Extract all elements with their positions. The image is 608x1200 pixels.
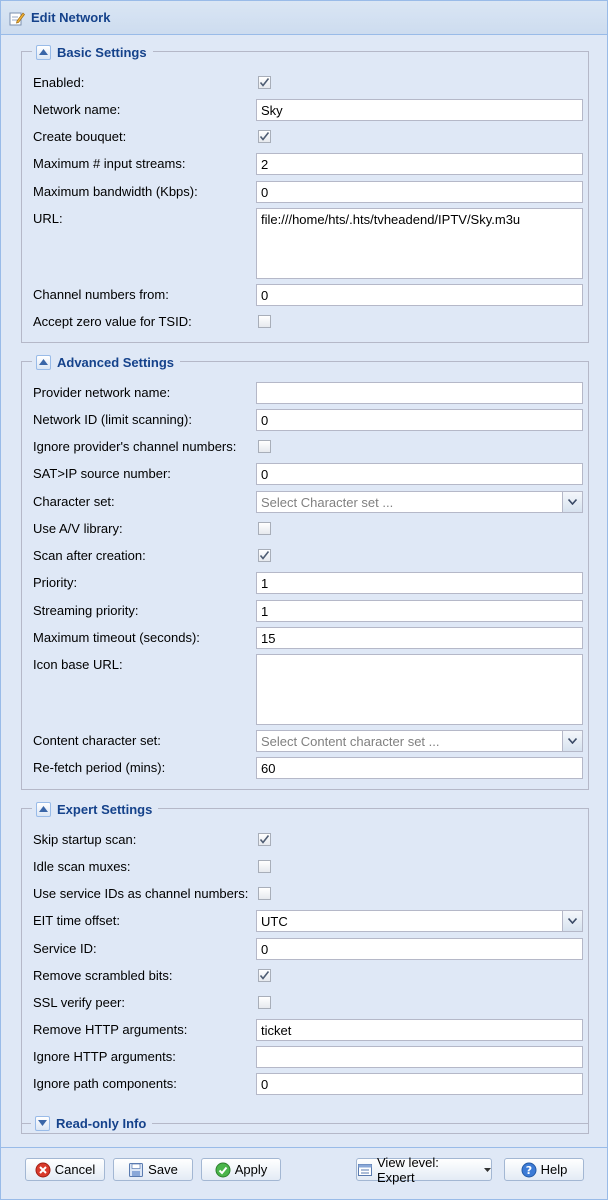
channel-numbers-input[interactable]: 0 [256,284,583,306]
edit-pencil-icon [9,10,25,26]
expert-settings-section [21,801,589,1134]
use-service-ids-checkbox[interactable] [258,887,271,900]
satip-source-label: SAT>IP source number: [33,466,171,481]
ignore-provider-numbers-label: Ignore provider's channel numbers: [33,439,237,454]
skip-startup-scan-label: Skip startup scan: [33,832,137,847]
skip-startup-scan-row [33,829,583,851]
section-title: Read-only Info [56,1115,147,1131]
character-set-placeholder: Select Character set ... [261,495,394,510]
section-title: Advanced Settings [57,354,175,370]
apply-check-icon [215,1162,231,1178]
scan-after-creation-checkbox[interactable] [258,549,271,562]
refetch-period-row [33,757,583,779]
accept-zero-tsid-checkbox[interactable] [258,315,271,328]
character-set-row [33,491,583,513]
create-bouquet-checkbox[interactable] [258,130,271,143]
scan-after-creation-label: Scan after creation: [33,548,146,563]
help-button[interactable] [504,1158,584,1181]
url-textarea[interactable]: file:///home/hts/.hts/tvheadend/IPTV/Sky.m3u [256,208,583,279]
service-id-input[interactable]: 0 [256,938,583,960]
use-av-library-row [33,518,583,540]
apply-label: Apply [234,1162,268,1177]
content-character-set-row [33,730,583,752]
ssl-verify-peer-row [33,992,583,1014]
priority-row [33,572,583,594]
max-bandwidth-row [33,181,583,203]
icon-base-url-textarea[interactable] [256,654,583,725]
eit-time-offset-label: EIT time offset: [33,913,120,928]
view-level-button[interactable] [356,1154,492,1185]
view-level-label: View level: Expert [377,1154,439,1185]
advanced-settings-section [21,354,589,790]
max-input-streams-input[interactable]: 2 [256,153,583,175]
provider-network-name-input[interactable] [256,382,583,404]
max-timeout-input[interactable]: 15 [256,627,583,649]
max-timeout-row [33,627,583,649]
save-icon [128,1162,144,1178]
check-icon [259,970,270,981]
ignore-provider-numbers-checkbox[interactable] [258,440,271,453]
character-set-select[interactable] [256,491,583,513]
basic-settings-section [21,44,589,343]
satip-source-row [33,463,583,485]
network-name-row [33,99,583,121]
streaming-priority-input[interactable]: 1 [256,600,583,622]
network-id-row [33,409,583,431]
eit-time-offset-row [33,910,583,932]
skip-startup-scan-checkbox[interactable] [258,833,271,846]
priority-input[interactable]: 1 [256,572,583,594]
help-label: Help [540,1162,568,1177]
save-label: Save [148,1162,178,1177]
channel-numbers-label: Channel numbers from: [33,287,169,302]
service-id-label: Service ID: [33,941,97,956]
expert-settings-legend [32,799,158,819]
refetch-period-label: Re-fetch period (mins): [33,760,166,775]
collapse-icon[interactable] [36,802,51,817]
streaming-priority-row [33,600,583,622]
apply-button[interactable] [201,1158,281,1181]
max-timeout-label: Maximum timeout (seconds): [33,630,200,645]
save-button[interactable] [113,1158,193,1181]
priority-label: Priority: [33,575,78,590]
check-icon [259,550,270,561]
ignore-path-components-input[interactable]: 0 [256,1073,583,1095]
readonly-info-section [21,1113,589,1133]
chevron-down-icon[interactable] [562,910,583,932]
remove-http-args-label: Remove HTTP arguments: [33,1022,188,1037]
channel-numbers-row [33,284,583,306]
advanced-settings-legend [32,352,180,372]
cancel-label: Cancel [54,1162,96,1177]
readonly-info-legend [31,1113,152,1133]
eit-time-offset-select[interactable] [256,910,583,932]
max-input-streams-label: Maximum # input streams: [33,156,186,171]
use-service-ids-label: Use service IDs as channel numbers: [33,886,249,901]
satip-source-input[interactable]: 0 [256,463,583,485]
svg-text:?: ? [525,1163,532,1177]
network-id-input[interactable]: 0 [256,409,583,431]
create-bouquet-row [33,126,583,148]
max-input-streams-row [33,153,583,175]
enabled-row [33,72,583,94]
ssl-verify-peer-checkbox[interactable] [258,996,271,1009]
provider-network-name-row [33,382,583,404]
check-icon [259,131,270,142]
enabled-checkbox[interactable] [258,76,271,89]
streaming-priority-label: Streaming priority: [33,603,139,618]
view-level-icon [357,1162,373,1178]
chevron-down-icon[interactable] [562,730,583,752]
expand-icon[interactable] [35,1116,50,1131]
collapse-icon[interactable] [36,355,51,370]
remove-http-args-row [33,1019,583,1041]
caret-down-icon [484,1168,491,1172]
use-av-library-checkbox[interactable] [258,522,271,535]
remove-scrambled-bits-label: Remove scrambled bits: [33,968,173,983]
content-character-set-select[interactable] [256,730,583,752]
ignore-provider-numbers-row [33,436,583,458]
collapse-icon[interactable] [36,45,51,60]
ignore-path-components-row [33,1073,583,1095]
refetch-period-input[interactable]: 60 [256,757,583,779]
enabled-label: Enabled: [33,75,85,90]
network-name-input[interactable]: Sky [256,99,583,121]
accept-zero-tsid-label: Accept zero value for TSID: [33,314,192,329]
remove-scrambled-bits-row [33,965,583,987]
toolbar-divider [1,1147,607,1148]
idle-scan-muxes-row [33,856,583,878]
icon-base-url-label: Icon base URL: [33,657,123,672]
accept-zero-tsid-row [33,311,583,333]
max-bandwidth-input[interactable]: 0 [256,181,583,203]
character-set-label: Character set: [33,494,115,509]
url-row [33,208,583,230]
chevron-down-icon[interactable] [562,491,583,513]
idle-scan-muxes-label: Idle scan muxes: [33,859,131,874]
cancel-icon [35,1162,51,1178]
eit-time-offset-value: UTC [261,914,288,929]
url-label: URL: [33,211,63,226]
network-id-label: Network ID (limit scanning): [33,412,192,427]
section-title: Basic Settings [57,44,147,60]
basic-settings-legend [32,42,153,62]
ignore-http-args-input[interactable] [256,1046,583,1068]
window-title: Edit Network [31,10,111,25]
service-id-row [33,938,583,960]
content-character-set-label: Content character set: [33,733,161,748]
scan-after-creation-row [33,545,583,567]
max-bandwidth-label: Maximum bandwidth (Kbps): [33,184,198,199]
window-titlebar [1,1,607,35]
cancel-button[interactable] [25,1158,105,1181]
icon-base-url-row [33,654,583,676]
use-service-ids-row [33,883,583,905]
network-name-label: Network name: [33,102,121,117]
provider-network-name-label: Provider network name: [33,385,171,400]
check-icon [259,77,270,88]
ignore-http-args-row [33,1046,583,1068]
section-title: Expert Settings [57,801,153,817]
ignore-http-args-label: Ignore HTTP arguments: [33,1049,176,1064]
use-av-library-label: Use A/V library: [33,521,123,536]
check-icon [259,834,270,845]
remove-scrambled-bits-checkbox[interactable] [258,969,271,982]
create-bouquet-label: Create bouquet: [33,129,127,144]
ignore-path-components-label: Ignore path components: [33,1076,177,1091]
idle-scan-muxes-checkbox[interactable] [258,860,271,873]
content-character-set-placeholder: Select Content character set ... [261,734,440,749]
help-icon [521,1162,537,1178]
remove-http-args-input[interactable]: ticket [256,1019,583,1041]
ssl-verify-peer-label: SSL verify peer: [33,995,126,1010]
